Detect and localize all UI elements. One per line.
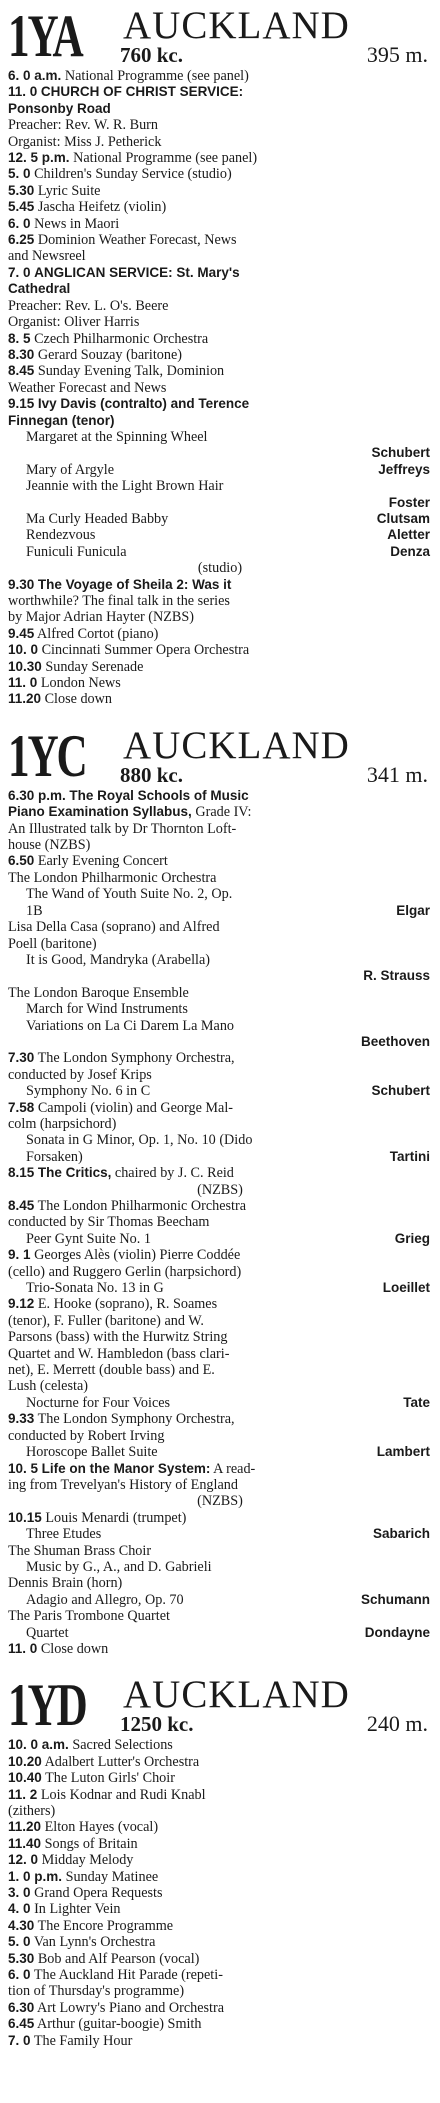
programme-line xyxy=(8,691,432,707)
station-schedule xyxy=(8,788,432,1658)
composer-credit: Schumann xyxy=(360,1591,430,1607)
station-wavelength: 240 m. xyxy=(366,1711,428,1737)
item-title: Jeannie with the Light Brown Hair xyxy=(26,478,224,495)
programme-line xyxy=(8,870,432,886)
programme-text: Parsons (bass) with the Hurwitz String xyxy=(8,1329,228,1346)
programme-time: 5.45 xyxy=(8,199,35,215)
programme-text: Louis Menardi (trumpet) xyxy=(45,1509,187,1526)
programme-line xyxy=(8,199,432,215)
programme-line xyxy=(8,1770,432,1786)
programme-time: 8.15 xyxy=(8,1165,35,1181)
programme-line xyxy=(8,1100,432,1116)
programme-text: Songs of Britain xyxy=(44,1835,138,1852)
programme-time: 3. 0 xyxy=(8,1885,31,1901)
composer-credit: Clutsam xyxy=(376,510,430,526)
programme-line xyxy=(8,1461,432,1477)
programme-text: National Programme (see panel) xyxy=(64,68,249,84)
programme-title: Cathedral xyxy=(8,281,71,297)
programme-text: The Auckland Hit Parade (repeti- xyxy=(33,1967,223,1984)
programme-text: Alfred Cortot (piano) xyxy=(37,625,159,642)
programme-line xyxy=(8,183,432,199)
programme-text: Quartet and W. Hambledon (bass clari- xyxy=(8,1345,230,1362)
programme-time: 7.30 xyxy=(8,1050,35,1066)
programme-line xyxy=(8,1819,432,1835)
composer-credit: Tartini xyxy=(389,1148,430,1164)
programme-line xyxy=(8,380,432,396)
programme-text: conducted by Robert Irving xyxy=(8,1427,165,1444)
programme-line xyxy=(8,1967,432,1983)
programme-time: 10.30 xyxy=(8,658,42,674)
programme-line xyxy=(8,331,432,347)
programme-line xyxy=(8,837,432,853)
programme-line xyxy=(8,577,432,593)
programme-text: The Encore Programme xyxy=(37,1917,174,1934)
composer-credit: Beethoven xyxy=(360,1033,430,1049)
programme-time: 6. 0 xyxy=(8,215,31,231)
station-frequency: 1250 kc. xyxy=(120,1712,194,1737)
programme-text: The London Philharmonic Orchestra xyxy=(8,869,217,886)
programme-line xyxy=(8,1264,432,1280)
programme-line xyxy=(8,265,432,281)
programme-text: Midday Melody xyxy=(41,1852,134,1869)
programme-text: Arthur (guitar-boogie) Smith xyxy=(37,2016,202,2033)
programme-line xyxy=(8,1296,432,1312)
programme-time: 11.40 xyxy=(8,1835,42,1851)
programme-text: Sunday Evening Talk, Dominion xyxy=(37,363,225,380)
programme-text: Art Lowry's Piano and Orchestra xyxy=(37,1999,224,2016)
programme-text: In Lighter Vein xyxy=(34,1901,121,1918)
programme-text: Dennis Brain (horn) xyxy=(8,1575,123,1592)
programme-time: 10. 0 a.m. xyxy=(8,1737,69,1753)
programme-line xyxy=(8,1836,432,1852)
programme-text: The Luton Girls' Choir xyxy=(45,1770,175,1787)
item-title: 1B xyxy=(26,902,43,919)
programme-line xyxy=(8,1641,432,1657)
programme-item xyxy=(8,1231,432,1247)
programme-line xyxy=(8,396,432,412)
programme-line xyxy=(8,1411,432,1427)
programme-text: Czech Philharmonic Orchestra xyxy=(34,330,209,347)
programme-line xyxy=(8,1934,432,1950)
programme-time: 6. 0 a.m. xyxy=(8,68,62,83)
programme-line xyxy=(8,626,432,642)
programme-line xyxy=(8,1951,432,1967)
programme-item xyxy=(8,1526,432,1542)
programme-text: Early Evening Concert xyxy=(37,853,168,870)
programme-line xyxy=(8,936,432,952)
programme-title: Finnegan (tenor) xyxy=(8,412,115,428)
programme-line xyxy=(8,1362,432,1378)
item-title: Nocturne for Four Voices xyxy=(26,1394,171,1411)
programme-line xyxy=(8,101,432,117)
composer-credit: Sabarich xyxy=(372,1526,430,1542)
programme-line xyxy=(8,1901,432,1917)
programme-item xyxy=(8,1625,432,1641)
station-header xyxy=(8,3,432,69)
item-title: Quartet xyxy=(26,1624,69,1641)
programme-time: 9. 1 xyxy=(8,1247,31,1263)
programme-time: 11.20 xyxy=(8,691,42,707)
programme-text: National Programme (see panel) xyxy=(73,150,258,167)
programme-time: 9.15 xyxy=(8,396,35,412)
item-title: Symphony No. 6 in C xyxy=(26,1083,151,1100)
programme-time: 9.45 xyxy=(8,625,35,641)
item-title: Variations on La Ci Darem La Mano xyxy=(26,1017,235,1034)
programme-line xyxy=(8,347,432,363)
programme-text: worthwhile? The final talk in the series xyxy=(8,593,230,609)
programme-text: house (NZBS) xyxy=(8,837,91,854)
programme-text: Georges Alès (violin) Pierre Coddée xyxy=(34,1247,241,1264)
radio-listings-page xyxy=(8,0,432,2049)
item-title: Music by G., A., and D. Gabrieli xyxy=(26,1558,212,1575)
programme-line xyxy=(8,150,432,166)
programme-line xyxy=(8,2033,432,2049)
programme-line xyxy=(8,609,432,625)
programme-time: 8.30 xyxy=(8,346,35,362)
programme-line xyxy=(8,788,432,804)
composer-credit: Schubert xyxy=(371,445,430,461)
programme-text: by Major Adrian Hayter (NZBS) xyxy=(8,609,194,626)
programme-time: 5. 0 xyxy=(8,166,31,182)
item-title: Rendezvous xyxy=(26,527,96,544)
programme-text: net), E. Merrett (double bass) and E. xyxy=(8,1362,215,1379)
programme-line xyxy=(8,1329,432,1345)
station-wavelength: 341 m. xyxy=(366,761,428,787)
programme-text: Organist: Oliver Harris xyxy=(8,314,140,331)
programme-text: Sunday Serenade xyxy=(45,658,144,675)
programme-line xyxy=(8,1378,432,1394)
programme-line xyxy=(8,642,432,658)
programme-time: 12. 5 p.m. xyxy=(8,150,70,166)
programme-item xyxy=(8,1444,432,1460)
composer-credit: Elgar xyxy=(396,902,430,918)
section-gap xyxy=(8,1657,432,1671)
composer-credit: Loeillet xyxy=(382,1280,430,1296)
programme-credit: (studio) xyxy=(197,560,243,577)
programme-line xyxy=(8,232,432,248)
programme-text: The London Symphony Orchestra, xyxy=(37,1050,235,1067)
programme-line xyxy=(8,1608,432,1624)
programme-title: CHURCH OF CHRIST SERVICE: xyxy=(40,84,244,100)
programme-line xyxy=(8,84,432,100)
item-title: March for Wind Instruments xyxy=(26,1001,188,1018)
station-schedule xyxy=(8,68,432,708)
programme-line xyxy=(8,134,432,150)
programme-text: The Family Hour xyxy=(33,2032,133,2049)
programme-text: Close down xyxy=(40,1640,109,1657)
programme-text: Jascha Heifetz (violin) xyxy=(37,199,167,216)
programme-item xyxy=(8,462,432,478)
programme-text: The London Philharmonic Orchestra xyxy=(37,1198,246,1214)
programme-line xyxy=(8,1247,432,1263)
section-gap xyxy=(8,708,432,722)
programme-text: Preacher: Rev. L. O's. Beere xyxy=(8,297,169,314)
programme-text: The Shuman Brass Choir xyxy=(8,1542,152,1559)
programme-time: 12. 0 xyxy=(8,1852,39,1868)
item-title: Adagio and Allegro, Op. 70 xyxy=(26,1591,184,1608)
composer-credit: Foster xyxy=(388,494,430,510)
programme-line xyxy=(8,1116,432,1132)
programme-line xyxy=(8,314,432,330)
programme-time: 9.33 xyxy=(8,1411,35,1427)
programme-line xyxy=(8,1346,432,1362)
programme-text: Bob and Alf Pearson (vocal) xyxy=(37,1950,200,1967)
programme-line xyxy=(8,1165,432,1181)
programme-time: 11. 0 xyxy=(8,1640,38,1656)
programme-line xyxy=(8,675,432,691)
programme-line xyxy=(8,281,432,297)
programme-line xyxy=(8,298,432,314)
programme-text: Grade IV: xyxy=(191,804,252,821)
programme-credit: (NZBS) xyxy=(197,1493,243,1510)
programme-item xyxy=(8,1083,432,1099)
programme-title: The Voyage of Sheila 2: Was it xyxy=(37,576,232,592)
programme-credit: (NZBS) xyxy=(197,1181,243,1198)
station-header xyxy=(8,1672,432,1739)
programme-text: conducted by Josef Krips xyxy=(8,1066,152,1083)
programme-text: London News xyxy=(40,675,121,692)
programme-line xyxy=(8,216,432,232)
programme-item xyxy=(8,511,432,527)
programme-text: chaired by J. C. Reid xyxy=(111,1165,234,1182)
programme-line xyxy=(8,363,432,379)
item-title: Forsaken) xyxy=(26,1148,83,1165)
item-title: It is Good, Mandryka (Arabella) xyxy=(26,951,210,968)
programme-text: ing from Trevelyan's History of England xyxy=(8,1476,238,1493)
programme-title: Piano Examination Syllabus, xyxy=(8,804,192,820)
programme-text: Dominion Weather Forecast, News xyxy=(37,232,237,249)
programme-text: A read- xyxy=(210,1460,256,1477)
programme-time: 10.20 xyxy=(8,1753,42,1769)
programme-line xyxy=(8,1754,432,1770)
programme-text: Sacred Selections xyxy=(72,1737,173,1754)
composer-credit: Denza xyxy=(390,543,430,559)
programme-time: 6.25 xyxy=(8,232,35,248)
station-call-sign: 1YA xyxy=(8,3,82,69)
programme-line xyxy=(8,2000,432,2016)
programme-time: 7.58 xyxy=(8,1099,35,1115)
item-title: Horoscope Ballet Suite xyxy=(26,1444,158,1461)
programme-time: 11. 0 xyxy=(8,84,38,100)
station-city: AUCKLAND xyxy=(123,1673,350,1717)
item-title: Margaret at the Spinning Wheel xyxy=(26,428,208,445)
programme-text: An Illustrated talk by Dr Thornton Loft- xyxy=(8,820,237,837)
programme-line xyxy=(8,1852,432,1868)
item-title: The Wand of Youth Suite No. 2, Op. xyxy=(26,886,233,903)
programme-line xyxy=(8,1869,432,1885)
item-title: Ma Curly Headed Babby xyxy=(26,510,169,527)
programme-time: 5.30 xyxy=(8,182,35,198)
programme-line xyxy=(8,166,432,182)
programme-text: Lisa Della Casa (soprano) and Alfred xyxy=(8,919,220,936)
programme-item xyxy=(8,1395,432,1411)
programme-item xyxy=(8,544,432,560)
programme-line xyxy=(8,248,432,264)
programme-text: Van Lynn's Orchestra xyxy=(33,1934,156,1951)
programme-line xyxy=(8,2016,432,2032)
programme-text: Poell (baritone) xyxy=(8,935,97,952)
programme-line xyxy=(8,1543,432,1559)
station-call-sign: 1YD xyxy=(8,1672,86,1739)
station-city: AUCKLAND xyxy=(123,723,350,767)
station-frequency: 760 kc. xyxy=(120,43,183,67)
programme-text: Elton Hayes (vocal) xyxy=(44,1819,159,1836)
programme-line xyxy=(8,821,432,837)
programme-time: 11.20 xyxy=(8,1819,42,1835)
programme-text: Grand Opera Requests xyxy=(34,1885,163,1902)
programme-line xyxy=(8,1575,432,1591)
programme-line xyxy=(8,1983,432,1999)
programme-time: 10.15 xyxy=(8,1509,42,1525)
programme-time: 10. 5 xyxy=(8,1460,39,1476)
programme-text: conducted by Sir Thomas Beecham xyxy=(8,1214,210,1231)
programme-line xyxy=(8,68,432,84)
programme-line xyxy=(8,413,432,429)
programme-title: The Critics, xyxy=(37,1165,112,1181)
programme-line xyxy=(8,1918,432,1934)
programme-line xyxy=(8,659,432,675)
programme-item xyxy=(8,1592,432,1608)
programme-text: Close down xyxy=(44,691,112,708)
programme-time: 6.30 p.m. xyxy=(8,787,66,803)
composer-credit: Dondayne xyxy=(364,1624,430,1640)
programme-line xyxy=(8,117,432,133)
programme-item xyxy=(8,1149,432,1165)
programme-time: 7. 0 xyxy=(8,264,31,280)
programme-text: Lois Kodnar and Rudi Knabl xyxy=(40,1786,206,1803)
programme-line xyxy=(8,1428,432,1444)
item-title: Trio-Sonata No. 13 in G xyxy=(26,1280,164,1297)
programme-line xyxy=(8,1510,432,1526)
composer-credit: Lambert xyxy=(376,1444,430,1460)
composer-credit: Jeffreys xyxy=(378,461,430,477)
item-title: Three Etudes xyxy=(26,1526,102,1543)
programme-line xyxy=(8,1067,432,1083)
composer-credit: Schubert xyxy=(371,1083,430,1099)
programme-time: 4.30 xyxy=(8,1917,35,1933)
programme-text: (tenor), F. Fuller (baritone) and W. xyxy=(8,1312,204,1329)
item-title: Sonata in G Minor, Op. 1, No. 10 (Dido xyxy=(26,1132,253,1149)
programme-line xyxy=(8,853,432,869)
programme-time: 8.45 xyxy=(8,363,35,379)
programme-line xyxy=(8,1313,432,1329)
item-title: Mary of Argyle xyxy=(26,461,114,478)
item-title: Funiculi Funicula xyxy=(26,543,127,560)
programme-line xyxy=(8,593,432,609)
programme-line xyxy=(8,1214,432,1230)
programme-time: 6. 0 xyxy=(8,1967,31,1983)
programme-time: 6.45 xyxy=(8,2016,35,2032)
programme-item xyxy=(8,527,432,543)
programme-text: Sunday Matinee xyxy=(65,1868,159,1885)
programme-time: 5. 0 xyxy=(8,1934,31,1950)
programme-text: Children's Sunday Service (studio) xyxy=(34,166,232,183)
programme-title: The Royal Schools of Music xyxy=(69,787,249,803)
composer-credit: R. Strauss xyxy=(363,968,430,984)
programme-text: E. Hooke (soprano), R. Soames xyxy=(37,1296,218,1313)
station-frequency: 880 kc. xyxy=(120,762,183,787)
programme-text: The London Symphony Orchestra, xyxy=(37,1411,235,1428)
programme-line xyxy=(8,1787,432,1803)
programme-text: Adalbert Lutter's Orchestra xyxy=(44,1753,200,1770)
programme-time: 8.45 xyxy=(8,1198,35,1213)
programme-time: 5.30 xyxy=(8,1950,35,1966)
programme-text: Weather Forecast and News xyxy=(8,379,167,396)
programme-line xyxy=(8,919,432,935)
composer-credit: Aletter xyxy=(387,527,430,543)
item-title: Peer Gynt Suite No. 1 xyxy=(26,1230,151,1247)
programme-text: Lyric Suite xyxy=(37,182,101,199)
programme-line xyxy=(8,1477,432,1493)
programme-time: 8. 5 xyxy=(8,330,31,346)
programme-text: The Paris Trombone Quartet xyxy=(8,1608,170,1625)
programme-text: Gerard Souzay (baritone) xyxy=(37,346,183,363)
programme-line xyxy=(8,1737,432,1753)
programme-item xyxy=(8,1280,432,1296)
programme-text: News in Maori xyxy=(34,215,120,232)
programme-time: 11. 0 xyxy=(8,675,38,691)
station-wavelength: 395 m. xyxy=(366,42,428,67)
programme-text: The London Baroque Ensemble xyxy=(8,984,189,1001)
station-call-sign: 1YC xyxy=(8,722,86,789)
programme-time: 10.40 xyxy=(8,1770,42,1786)
programme-text: colm (harpsichord) xyxy=(8,1115,117,1132)
programme-text: Preacher: Rev. W. R. Burn xyxy=(8,117,158,134)
programme-time: 10. 0 xyxy=(8,642,39,658)
programme-text: (cello) and Ruggero Gerlin (harpsichord) xyxy=(8,1263,242,1280)
programme-time: 4. 0 xyxy=(8,1901,31,1917)
programme-text: Campoli (violin) and George Mal- xyxy=(37,1099,233,1116)
programme-line xyxy=(8,1803,432,1819)
programme-time: 9.30 xyxy=(8,576,35,592)
programme-title: Ivy Davis (contralto) and Terence xyxy=(37,396,250,412)
programme-item xyxy=(8,903,432,919)
programme-title: Life on the Manor System: xyxy=(41,1460,211,1476)
programme-line xyxy=(8,804,432,820)
station-schedule xyxy=(8,1737,432,2049)
programme-time: 11. 2 xyxy=(8,1786,38,1802)
programme-text: Lush (celesta) xyxy=(8,1378,88,1395)
programme-title: ANGLICAN SERVICE: St. Mary's xyxy=(34,264,240,280)
programme-line xyxy=(8,985,432,1001)
programme-text: tion of Thursday's programme) xyxy=(8,1983,185,2000)
station-city: AUCKLAND xyxy=(123,4,350,47)
programme-line xyxy=(8,1198,432,1214)
station-header xyxy=(8,722,432,789)
programme-time: 6.50 xyxy=(8,853,35,869)
programme-text: Organist: Miss J. Petherick xyxy=(8,133,162,150)
programme-time: 6.30 xyxy=(8,1999,35,2015)
programme-line xyxy=(8,1050,432,1066)
programme-text: and Newsreel xyxy=(8,248,86,265)
composer-credit: Tate xyxy=(403,1394,430,1410)
programme-time: 7. 0 xyxy=(8,2032,31,2048)
programme-text: Cincinnati Summer Opera Orchestra xyxy=(41,642,250,659)
programme-title: Ponsonby Road xyxy=(8,100,111,116)
programme-time: 9.12 xyxy=(8,1296,35,1312)
programme-time: 1. 0 p.m. xyxy=(8,1868,63,1884)
programme-text: (zithers) xyxy=(8,1803,56,1819)
composer-credit: Grieg xyxy=(394,1230,430,1246)
programme-line xyxy=(8,1885,432,1901)
